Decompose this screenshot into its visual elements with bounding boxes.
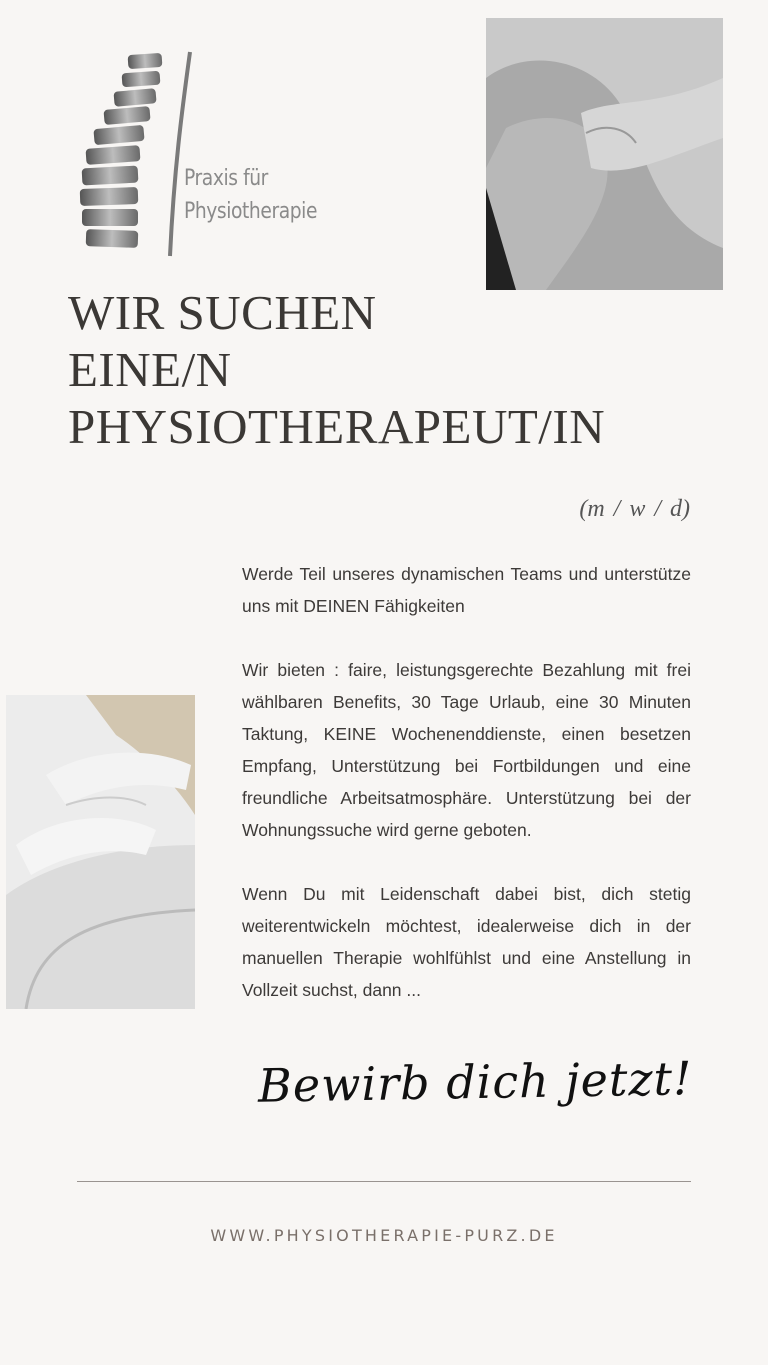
logo-line-1: Praxis für (184, 166, 268, 191)
apply-now-text: Bewirb dich jetzt! (257, 1051, 693, 1113)
benefits-paragraph: Wir bieten : faire, leistungsgerechte Bezahlung mit frei wählbaren Benefits, 30 Tage Urlaub, eine 30 Minuten Taktung, KEINE Wochenenddienste, einen besetzen Empfang, Unterstützung bei Fortbildungen und eine freundliche Arbeitsatmosphäre. Unterstützung bei der Wohnungssuche wird gerne geboten. (242, 660, 691, 840)
requirements-paragraph: Wenn Du mit Leidenschaft dabei bist, dich stetig weiterentwickeln möchtest, idealerweise dich in der manuellen Therapie wohlfühlst und eine Anstellung in Vollzeit suchst, dann ... (242, 884, 691, 1000)
divider (77, 1181, 691, 1182)
shoulder-massage-photo (6, 695, 195, 1009)
headline (68, 284, 605, 455)
logo-line-2: Physiotherapie (184, 199, 318, 224)
intro-paragraph: Werde Teil unseres dynamischen Teams und unterstütze uns mit DEINEN Fähigkeiten (242, 564, 691, 616)
gender-note: (m / w / d) (579, 496, 690, 522)
headline-line-2: EINE/N (68, 342, 232, 397)
website-link[interactable]: WWW.PHYSIOTHERAPIE-PURZ.DE (210, 1226, 558, 1245)
practice-logo (78, 50, 338, 260)
headline-line-3: PHYSIOTHERAPEUT/IN (68, 399, 606, 454)
job-description (242, 558, 691, 1038)
headline-line-1: WIR SUCHEN (68, 285, 377, 340)
spine-icon (78, 50, 198, 260)
knee-massage-photo (486, 18, 723, 290)
